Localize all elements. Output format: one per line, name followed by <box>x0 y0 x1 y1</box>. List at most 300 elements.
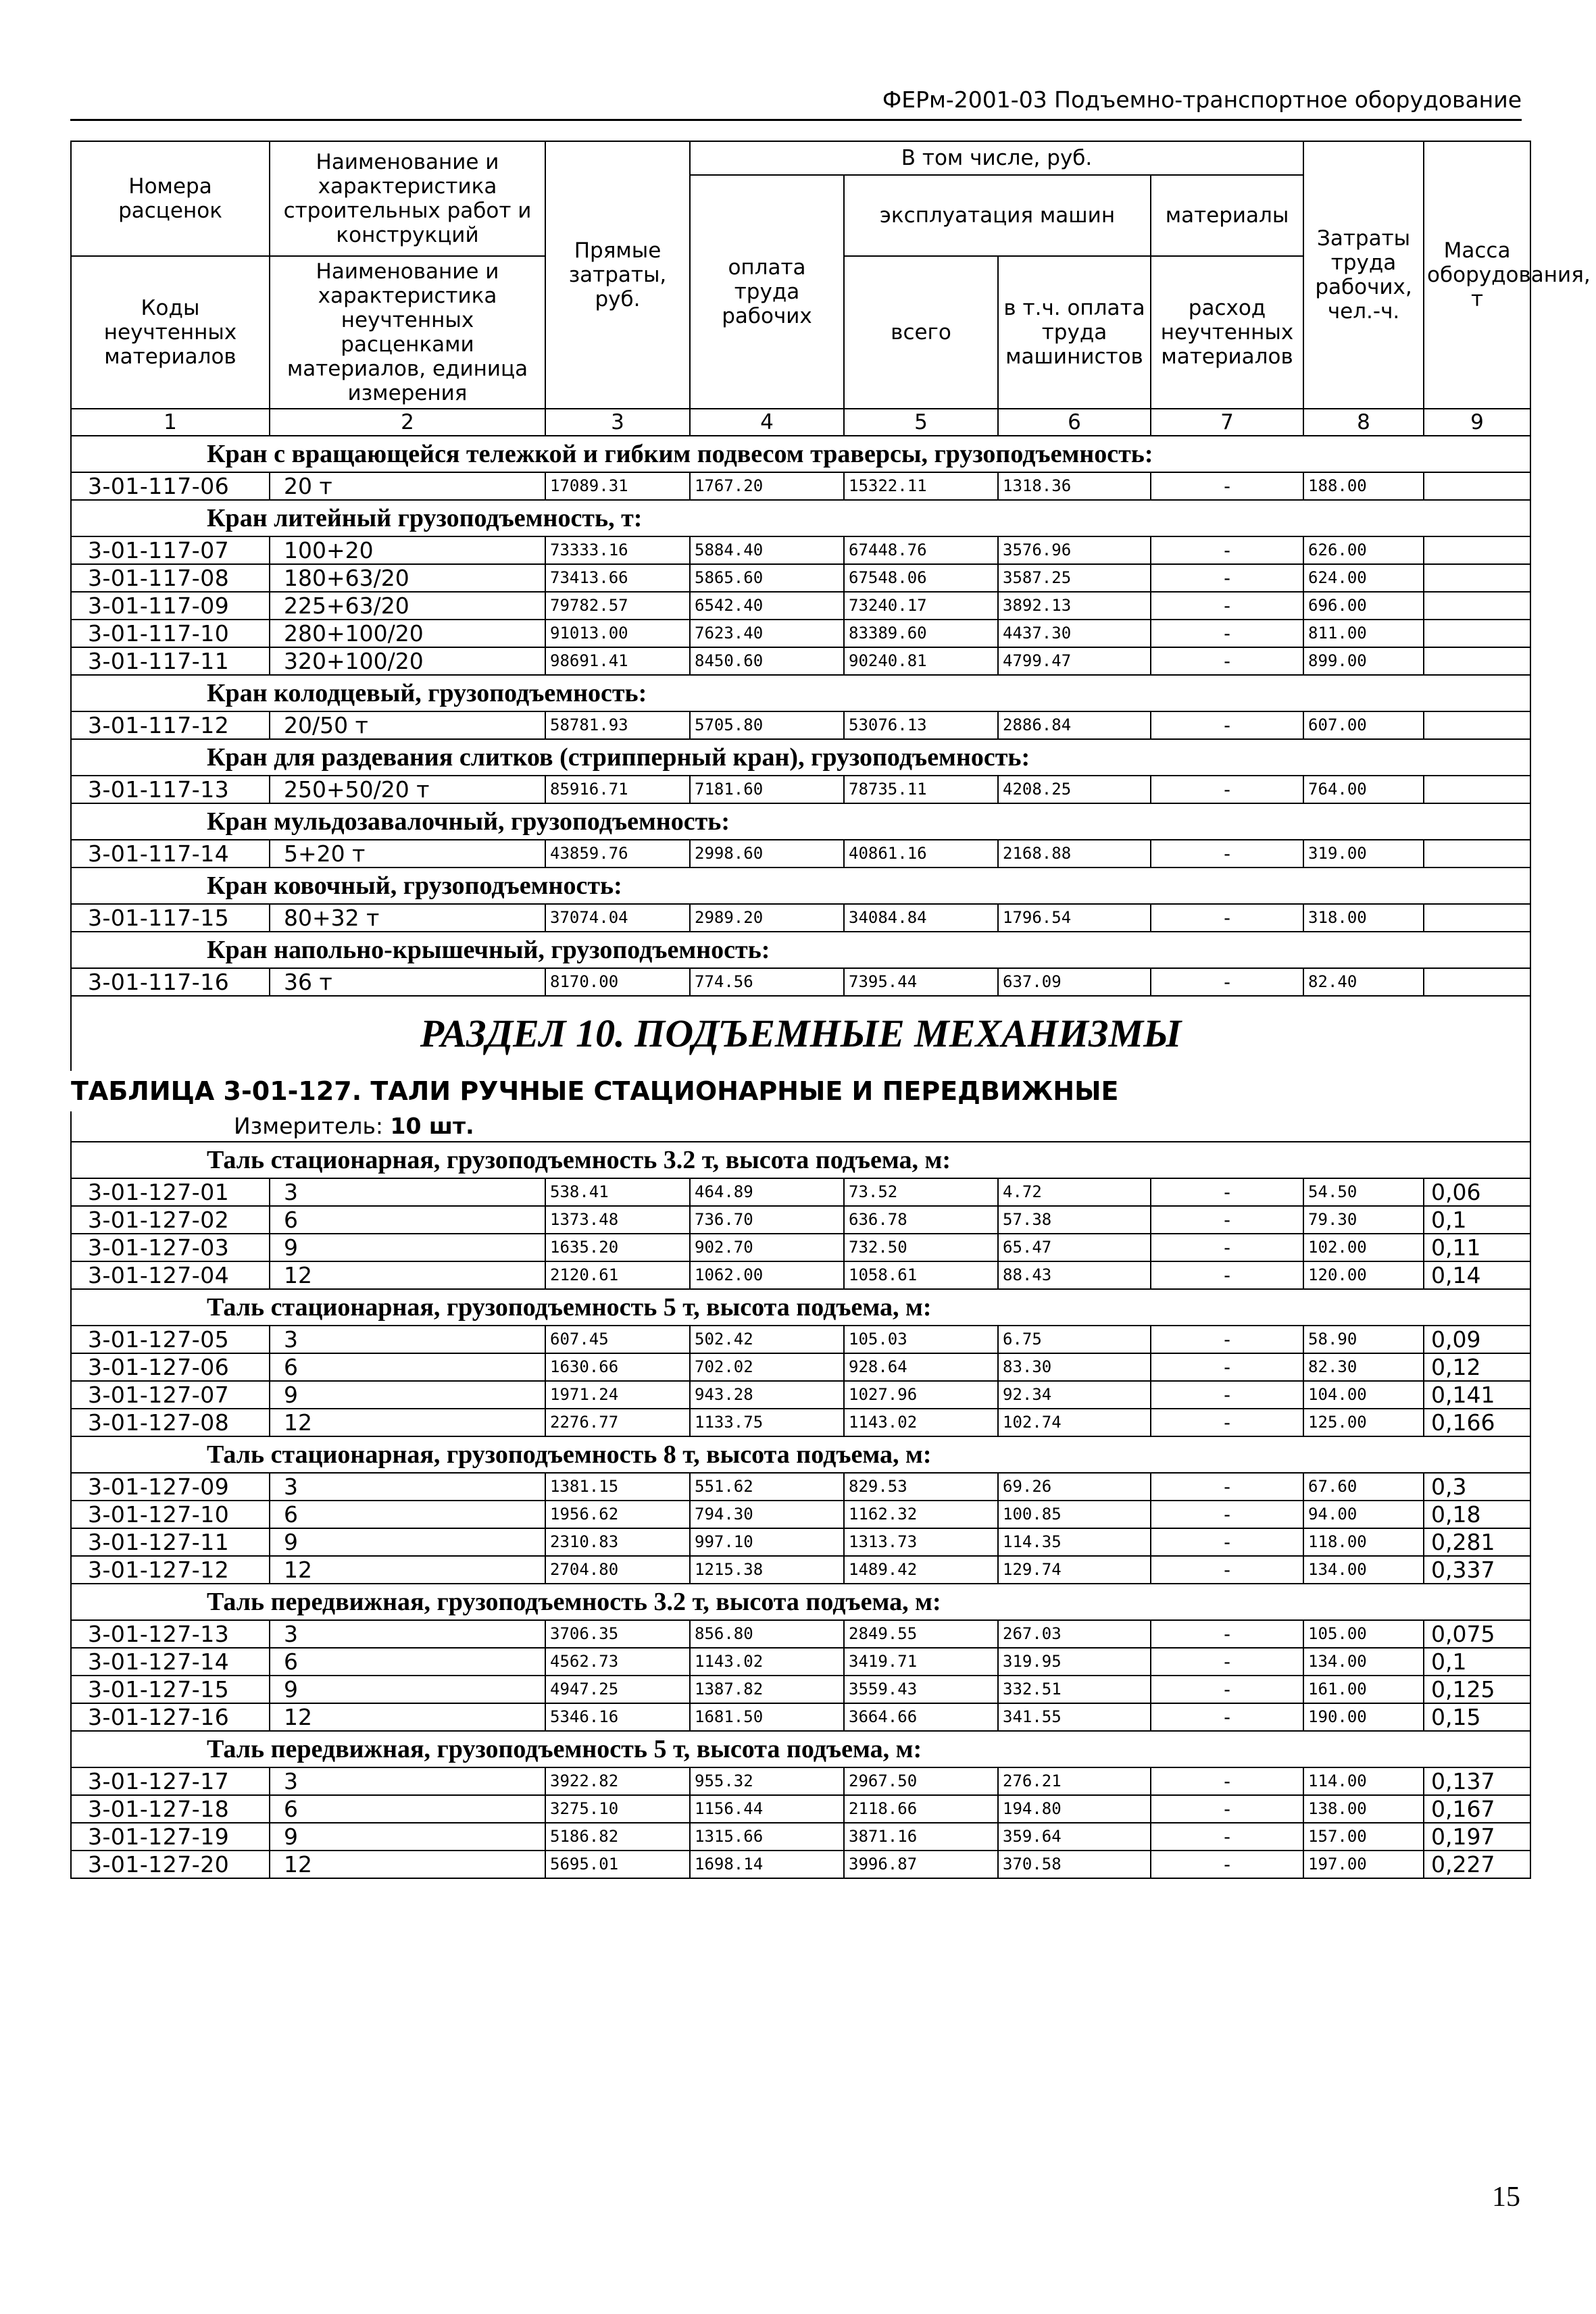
machine-operators-pay-cell: 341.55 <box>998 1703 1151 1731</box>
labor-hours-cell: 134.00 <box>1303 1648 1424 1676</box>
rate-parameter: 12 <box>270 1703 545 1731</box>
header-equipment-mass: Масса оборудования, т <box>1424 141 1530 409</box>
rate-code: 3-01-117-08 <box>71 564 270 592</box>
group-heading: Кран с вращающейся тележкой и гибким подвесом траверсы, грузоподъемность: <box>71 436 1530 472</box>
rate-parameter: 80+32 т <box>270 904 545 932</box>
table-row <box>71 776 1530 803</box>
table-title-row <box>71 1071 1530 1111</box>
direct-costs-cell: 1381.15 <box>545 1473 690 1501</box>
direct-costs-cell: 17089.31 <box>545 472 690 500</box>
machine-operation-cell: 7395.44 <box>844 968 998 996</box>
machine-operators-pay-cell: 65.47 <box>998 1234 1151 1261</box>
direct-costs-cell: 4562.73 <box>545 1648 690 1676</box>
labor-pay-cell: 1062.00 <box>690 1261 844 1289</box>
header-machine-operators-pay: в т.ч. оплата труда машинистов <box>998 256 1151 409</box>
rate-parameter: 12 <box>270 1556 545 1584</box>
table-row <box>71 1648 1530 1676</box>
machine-operators-pay-cell: 100.85 <box>998 1501 1151 1528</box>
direct-costs-cell: 5346.16 <box>545 1703 690 1731</box>
table-row <box>71 1795 1530 1823</box>
machine-operators-pay-cell: 332.51 <box>998 1676 1151 1703</box>
labor-hours-cell: 899.00 <box>1303 647 1424 675</box>
machine-operation-cell: 34084.84 <box>844 904 998 932</box>
machine-operators-pay-cell: 88.43 <box>998 1261 1151 1289</box>
rate-code: 3-01-127-20 <box>71 1851 270 1878</box>
machine-operation-cell: 105.03 <box>844 1326 998 1353</box>
unaccounted-materials-cell: - <box>1151 1528 1303 1556</box>
labor-pay-cell: 5705.80 <box>690 711 844 739</box>
machine-operation-cell: 73.52 <box>844 1178 998 1206</box>
labor-pay-cell: 1681.50 <box>690 1703 844 1731</box>
machine-operation-cell: 3871.16 <box>844 1823 998 1851</box>
equipment-mass-cell: 0,137 <box>1424 1767 1530 1795</box>
direct-costs-cell: 91013.00 <box>545 620 690 647</box>
unaccounted-materials-cell: - <box>1151 1326 1303 1353</box>
rate-code: 3-01-117-07 <box>71 536 270 564</box>
rate-parameter: 20 т <box>270 472 545 500</box>
labor-hours-cell: 626.00 <box>1303 536 1424 564</box>
direct-costs-cell: 1956.62 <box>545 1501 690 1528</box>
labor-hours-cell: 190.00 <box>1303 1703 1424 1731</box>
machine-operation-cell: 78735.11 <box>844 776 998 803</box>
labor-pay-cell: 774.56 <box>690 968 844 996</box>
unaccounted-materials-cell: - <box>1151 1206 1303 1234</box>
direct-costs-cell: 4947.25 <box>545 1676 690 1703</box>
equipment-mass-cell: 0,281 <box>1424 1528 1530 1556</box>
labor-pay-cell: 2989.20 <box>690 904 844 932</box>
direct-costs-cell: 2120.61 <box>545 1261 690 1289</box>
table-row <box>71 1676 1530 1703</box>
table-row <box>71 711 1530 739</box>
running-head: ФЕРм-2001-03 Подъемно-транспортное оборудование <box>70 81 1522 121</box>
table-row <box>71 1261 1530 1289</box>
column-number: 2 <box>270 409 545 436</box>
equipment-mass-cell <box>1424 536 1530 564</box>
equipment-mass-cell: 0,06 <box>1424 1178 1530 1206</box>
group-heading: Кран ковочный, грузоподъемность: <box>71 867 1530 904</box>
machine-operators-pay-cell: 1318.36 <box>998 472 1151 500</box>
equipment-mass-cell <box>1424 968 1530 996</box>
table-row <box>71 1206 1530 1234</box>
machine-operators-pay-cell: 2886.84 <box>998 711 1151 739</box>
rate-code: 3-01-127-09 <box>71 1473 270 1501</box>
direct-costs-cell: 79782.57 <box>545 592 690 620</box>
group-heading-row <box>71 867 1530 904</box>
machine-operators-pay-cell: 194.80 <box>998 1795 1151 1823</box>
unaccounted-materials-cell: - <box>1151 840 1303 867</box>
rate-code: 3-01-117-16 <box>71 968 270 996</box>
direct-costs-cell: 1373.48 <box>545 1206 690 1234</box>
labor-pay-cell: 1133.75 <box>690 1409 844 1436</box>
group-heading: Кран литейный грузоподъемность, т: <box>71 500 1530 536</box>
labor-hours-cell: 120.00 <box>1303 1261 1424 1289</box>
labor-hours-cell: 54.50 <box>1303 1178 1424 1206</box>
labor-pay-cell: 943.28 <box>690 1381 844 1409</box>
equipment-mass-cell <box>1424 592 1530 620</box>
rate-code: 3-01-117-09 <box>71 592 270 620</box>
table-row <box>71 620 1530 647</box>
unaccounted-materials-cell: - <box>1151 1473 1303 1501</box>
rate-parameter: 3 <box>270 1767 545 1795</box>
equipment-mass-cell: 0,1 <box>1424 1206 1530 1234</box>
rate-parameter: 12 <box>270 1261 545 1289</box>
page-number: 15 <box>1492 2182 1520 2213</box>
rates-table <box>70 141 1591 1879</box>
machine-operators-pay-cell: 359.64 <box>998 1823 1151 1851</box>
equipment-mass-cell <box>1424 472 1530 500</box>
unaccounted-materials-cell: - <box>1151 1795 1303 1823</box>
rate-parameter: 20/50 т <box>270 711 545 739</box>
rate-code: 3-01-127-10 <box>71 1501 270 1528</box>
direct-costs-cell: 3706.35 <box>545 1620 690 1648</box>
machine-operation-cell: 40861.16 <box>844 840 998 867</box>
table-row <box>71 1234 1530 1261</box>
unaccounted-materials-cell: - <box>1151 647 1303 675</box>
column-numbers-row <box>71 409 1530 436</box>
rate-code: 3-01-127-03 <box>71 1234 270 1261</box>
unaccounted-materials-cell: - <box>1151 1234 1303 1261</box>
rate-code: 3-01-127-19 <box>71 1823 270 1851</box>
column-number: 3 <box>545 409 690 436</box>
equipment-mass-cell <box>1424 711 1530 739</box>
equipment-mass-cell <box>1424 904 1530 932</box>
header-unaccounted-consumption: расход неучтенных материалов <box>1151 256 1303 409</box>
rate-code: 3-01-127-17 <box>71 1767 270 1795</box>
rate-parameter: 225+63/20 <box>270 592 545 620</box>
machine-operators-pay-cell: 2168.88 <box>998 840 1151 867</box>
labor-pay-cell: 997.10 <box>690 1528 844 1556</box>
machine-operation-cell: 3419.71 <box>844 1648 998 1676</box>
rate-parameter: 6 <box>270 1795 545 1823</box>
table-row <box>71 840 1530 867</box>
column-number: 4 <box>690 409 844 436</box>
direct-costs-cell: 1630.66 <box>545 1353 690 1381</box>
labor-pay-cell: 1215.38 <box>690 1556 844 1584</box>
labor-hours-cell: 58.90 <box>1303 1326 1424 1353</box>
unaccounted-materials-cell: - <box>1151 1620 1303 1648</box>
unaccounted-materials-cell: - <box>1151 1353 1303 1381</box>
machine-operators-pay-cell: 6.75 <box>998 1326 1151 1353</box>
rate-code: 3-01-127-05 <box>71 1326 270 1353</box>
group-heading: Таль передвижная, грузоподъемность 5 т, высота подъема, м: <box>71 1731 1530 1767</box>
direct-costs-cell: 607.45 <box>545 1326 690 1353</box>
labor-pay-cell: 702.02 <box>690 1353 844 1381</box>
machine-operation-cell: 829.53 <box>844 1473 998 1501</box>
labor-pay-cell: 955.32 <box>690 1767 844 1795</box>
rate-code: 3-01-127-01 <box>71 1178 270 1206</box>
equipment-mass-cell <box>1424 776 1530 803</box>
labor-pay-cell: 7623.40 <box>690 620 844 647</box>
table-row <box>71 472 1530 500</box>
machine-operators-pay-cell: 3576.96 <box>998 536 1151 564</box>
rate-code: 3-01-127-18 <box>71 1795 270 1823</box>
machine-operation-cell: 53076.13 <box>844 711 998 739</box>
machine-operators-pay-cell: 1796.54 <box>998 904 1151 932</box>
table-row <box>71 904 1530 932</box>
labor-hours-cell: 67.60 <box>1303 1473 1424 1501</box>
labor-hours-cell: 118.00 <box>1303 1528 1424 1556</box>
column-number: 1 <box>71 409 270 436</box>
column-number: 8 <box>1303 409 1424 436</box>
group-heading-row <box>71 739 1530 776</box>
unit-label: Измеритель: <box>234 1113 384 1139</box>
labor-pay-cell: 1315.66 <box>690 1823 844 1851</box>
labor-hours-cell: 161.00 <box>1303 1676 1424 1703</box>
measurement-unit <box>71 1111 1530 1142</box>
labor-hours-cell: 105.00 <box>1303 1620 1424 1648</box>
table-row <box>71 1703 1530 1731</box>
header-machines-total: всего <box>844 256 998 409</box>
unaccounted-materials-cell: - <box>1151 1178 1303 1206</box>
machine-operators-pay-cell: 4.72 <box>998 1178 1151 1206</box>
labor-pay-cell: 902.70 <box>690 1234 844 1261</box>
unaccounted-materials-cell: - <box>1151 1261 1303 1289</box>
machine-operation-cell: 2118.66 <box>844 1795 998 1823</box>
table-row <box>71 1823 1530 1851</box>
table-row <box>71 536 1530 564</box>
rate-parameter: 3 <box>270 1178 545 1206</box>
rate-parameter: 180+63/20 <box>270 564 545 592</box>
header-direct-costs: Прямые затраты, руб. <box>545 141 690 409</box>
group-heading: Кран напольно-крышечный, грузоподъемность: <box>71 932 1530 968</box>
unaccounted-materials-cell: - <box>1151 1823 1303 1851</box>
equipment-mass-cell: 0,12 <box>1424 1353 1530 1381</box>
direct-costs-cell: 58781.93 <box>545 711 690 739</box>
rate-code: 3-01-117-06 <box>71 472 270 500</box>
unaccounted-materials-cell: - <box>1151 564 1303 592</box>
labor-hours-cell: 102.00 <box>1303 1234 1424 1261</box>
direct-costs-cell: 1971.24 <box>545 1381 690 1409</box>
labor-pay-cell: 1387.82 <box>690 1676 844 1703</box>
table-row <box>71 1178 1530 1206</box>
group-heading: Таль стационарная, грузоподъемность 3.2 т, высота подъема, м: <box>71 1142 1530 1178</box>
rate-parameter: 3 <box>270 1620 545 1648</box>
labor-pay-cell: 8450.60 <box>690 647 844 675</box>
group-heading-row <box>71 1289 1530 1326</box>
machine-operation-cell: 732.50 <box>844 1234 998 1261</box>
labor-hours-cell: 319.00 <box>1303 840 1424 867</box>
unaccounted-materials-cell: - <box>1151 776 1303 803</box>
labor-pay-cell: 5884.40 <box>690 536 844 564</box>
direct-costs-cell: 73333.16 <box>545 536 690 564</box>
unaccounted-materials-cell: - <box>1151 904 1303 932</box>
machine-operators-pay-cell: 57.38 <box>998 1206 1151 1234</box>
group-heading: Кран мульдозавалочный, грузоподъемность: <box>71 803 1530 840</box>
unaccounted-materials-cell: - <box>1151 1851 1303 1878</box>
direct-costs-cell: 37074.04 <box>545 904 690 932</box>
machine-operation-cell: 73240.17 <box>844 592 998 620</box>
rate-parameter: 320+100/20 <box>270 647 545 675</box>
rate-parameter: 9 <box>270 1381 545 1409</box>
column-number: 6 <box>998 409 1151 436</box>
machine-operation-cell: 2967.50 <box>844 1767 998 1795</box>
section-title: РАЗДЕЛ 10. ПОДЪЕМНЫЕ МЕХАНИЗМЫ <box>71 996 1530 1071</box>
direct-costs-cell: 2704.80 <box>545 1556 690 1584</box>
rate-parameter: 6 <box>270 1206 545 1234</box>
labor-pay-cell: 464.89 <box>690 1178 844 1206</box>
equipment-mass-cell <box>1424 564 1530 592</box>
rate-code: 3-01-127-16 <box>71 1703 270 1731</box>
rate-code: 3-01-127-13 <box>71 1620 270 1648</box>
unaccounted-materials-cell: - <box>1151 968 1303 996</box>
unaccounted-materials-cell: - <box>1151 711 1303 739</box>
direct-costs-cell: 73413.66 <box>545 564 690 592</box>
header-including: В том числе, руб. <box>690 141 1303 175</box>
unaccounted-materials-cell: - <box>1151 1501 1303 1528</box>
machine-operation-cell: 67548.06 <box>844 564 998 592</box>
table-body <box>71 141 1591 1878</box>
labor-hours-cell: 82.40 <box>1303 968 1424 996</box>
group-heading: Кран колодцевый, грузоподъемность: <box>71 675 1530 711</box>
machine-operators-pay-cell: 3587.25 <box>998 564 1151 592</box>
rate-code: 3-01-127-02 <box>71 1206 270 1234</box>
equipment-mass-cell: 0,3 <box>1424 1473 1530 1501</box>
table-row <box>71 592 1530 620</box>
direct-costs-cell: 98691.41 <box>545 647 690 675</box>
labor-hours-cell: 607.00 <box>1303 711 1424 739</box>
group-heading-row <box>71 436 1530 472</box>
group-heading: Таль стационарная, грузоподъемность 8 т, высота подъема, м: <box>71 1436 1530 1473</box>
labor-pay-cell: 736.70 <box>690 1206 844 1234</box>
rate-code: 3-01-127-14 <box>71 1648 270 1676</box>
rate-code: 3-01-117-10 <box>71 620 270 647</box>
direct-costs-cell: 3922.82 <box>545 1767 690 1795</box>
group-heading-row <box>71 1142 1530 1178</box>
group-heading-row <box>71 932 1530 968</box>
table-row <box>71 1528 1530 1556</box>
direct-costs-cell: 538.41 <box>545 1178 690 1206</box>
equipment-mass-cell: 0,14 <box>1424 1261 1530 1289</box>
group-heading-row <box>71 1436 1530 1473</box>
direct-costs-cell: 8170.00 <box>545 968 690 996</box>
machine-operation-cell: 2849.55 <box>844 1620 998 1648</box>
unit-row <box>71 1111 1530 1142</box>
header-rate-numbers: Номера расценок <box>71 141 270 256</box>
labor-pay-cell: 7181.60 <box>690 776 844 803</box>
machine-operation-cell: 3664.66 <box>844 1703 998 1731</box>
rate-parameter: 280+100/20 <box>270 620 545 647</box>
group-heading: Таль передвижная, грузоподъемность 3.2 т, высота подъема, м: <box>71 1584 1530 1620</box>
rate-code: 3-01-127-11 <box>71 1528 270 1556</box>
direct-costs-cell: 3275.10 <box>545 1795 690 1823</box>
section-title-row <box>71 996 1530 1071</box>
direct-costs-cell: 5695.01 <box>545 1851 690 1878</box>
rate-parameter: 100+20 <box>270 536 545 564</box>
rate-code: 3-01-127-12 <box>71 1556 270 1584</box>
table-row <box>71 1409 1530 1436</box>
rate-parameter: 6 <box>270 1501 545 1528</box>
labor-hours-cell: 197.00 <box>1303 1851 1424 1878</box>
unaccounted-materials-cell: - <box>1151 1409 1303 1436</box>
labor-hours-cell: 114.00 <box>1303 1767 1424 1795</box>
machine-operation-cell: 83389.60 <box>844 620 998 647</box>
machine-operators-pay-cell: 637.09 <box>998 968 1151 996</box>
equipment-mass-cell: 0,197 <box>1424 1823 1530 1851</box>
rate-parameter: 250+50/20 т <box>270 776 545 803</box>
machine-operation-cell: 3996.87 <box>844 1851 998 1878</box>
unaccounted-materials-cell: - <box>1151 620 1303 647</box>
table-row <box>71 1326 1530 1353</box>
equipment-mass-cell: 0,18 <box>1424 1501 1530 1528</box>
rate-parameter: 9 <box>270 1823 545 1851</box>
table-row <box>71 1353 1530 1381</box>
rate-code: 3-01-127-04 <box>71 1261 270 1289</box>
machine-operation-cell: 15322.11 <box>844 472 998 500</box>
group-heading-row <box>71 1731 1530 1767</box>
rate-parameter: 12 <box>270 1851 545 1878</box>
labor-pay-cell: 1767.20 <box>690 472 844 500</box>
column-number: 7 <box>1151 409 1303 436</box>
labor-hours-cell: 134.00 <box>1303 1556 1424 1584</box>
rate-code: 3-01-127-15 <box>71 1676 270 1703</box>
rate-code: 3-01-127-06 <box>71 1353 270 1381</box>
machine-operators-pay-cell: 129.74 <box>998 1556 1151 1584</box>
table-row <box>71 968 1530 996</box>
direct-costs-cell: 85916.71 <box>545 776 690 803</box>
labor-pay-cell: 1143.02 <box>690 1648 844 1676</box>
rate-parameter: 12 <box>270 1409 545 1436</box>
equipment-mass-cell <box>1424 840 1530 867</box>
machine-operators-pay-cell: 4437.30 <box>998 620 1151 647</box>
equipment-mass-cell: 0,075 <box>1424 1620 1530 1648</box>
rate-code: 3-01-117-14 <box>71 840 270 867</box>
equipment-mass-cell: 0,125 <box>1424 1676 1530 1703</box>
direct-costs-cell: 43859.76 <box>545 840 690 867</box>
equipment-mass-cell <box>1424 647 1530 675</box>
direct-costs-cell: 1635.20 <box>545 1234 690 1261</box>
equipment-mass-cell: 0,15 <box>1424 1703 1530 1731</box>
header-row-1 <box>71 141 1530 175</box>
equipment-mass-cell <box>1424 620 1530 647</box>
machine-operators-pay-cell: 69.26 <box>998 1473 1151 1501</box>
unaccounted-materials-cell: - <box>1151 472 1303 500</box>
equipment-mass-cell: 0,09 <box>1424 1326 1530 1353</box>
labor-hours-cell: 82.30 <box>1303 1353 1424 1381</box>
group-heading-row <box>71 803 1530 840</box>
rate-parameter: 36 т <box>270 968 545 996</box>
unaccounted-materials-cell: - <box>1151 1676 1303 1703</box>
machine-operation-cell: 90240.81 <box>844 647 998 675</box>
table-row <box>71 647 1530 675</box>
machine-operation-cell: 1313.73 <box>844 1528 998 1556</box>
rate-parameter: 5+20 т <box>270 840 545 867</box>
machine-operation-cell: 1143.02 <box>844 1409 998 1436</box>
labor-hours-cell: 318.00 <box>1303 904 1424 932</box>
machine-operation-cell: 1489.42 <box>844 1556 998 1584</box>
rate-code: 3-01-127-07 <box>71 1381 270 1409</box>
labor-hours-cell: 157.00 <box>1303 1823 1424 1851</box>
machine-operators-pay-cell: 92.34 <box>998 1381 1151 1409</box>
header-labor-hours: Затраты труда рабочих, чел.-ч. <box>1303 141 1424 409</box>
equipment-mass-cell: 0,1 <box>1424 1648 1530 1676</box>
rate-parameter: 3 <box>270 1473 545 1501</box>
header-unaccounted-codes: Коды неучтенных материалов <box>71 256 270 409</box>
header-unaccounted-materials: Наименование и характеристика неучтенных расценками материалов, единица измерения <box>270 256 545 409</box>
table-title: ТАБЛИЦА 3-01-127. ТАЛИ РУЧНЫЕ СТАЦИОНАРНЫЕ И ПЕРЕДВИЖНЫЕ <box>71 1071 1530 1111</box>
labor-pay-cell: 6542.40 <box>690 592 844 620</box>
direct-costs-cell: 2276.77 <box>545 1409 690 1436</box>
labor-hours-cell: 811.00 <box>1303 620 1424 647</box>
labor-pay-cell: 2998.60 <box>690 840 844 867</box>
labor-hours-cell: 125.00 <box>1303 1409 1424 1436</box>
labor-hours-cell: 104.00 <box>1303 1381 1424 1409</box>
machine-operators-pay-cell: 3892.13 <box>998 592 1151 620</box>
equipment-mass-cell: 0,166 <box>1424 1409 1530 1436</box>
rate-parameter: 9 <box>270 1234 545 1261</box>
rate-code: 3-01-117-11 <box>71 647 270 675</box>
table-row <box>71 1851 1530 1878</box>
labor-pay-cell: 1698.14 <box>690 1851 844 1878</box>
